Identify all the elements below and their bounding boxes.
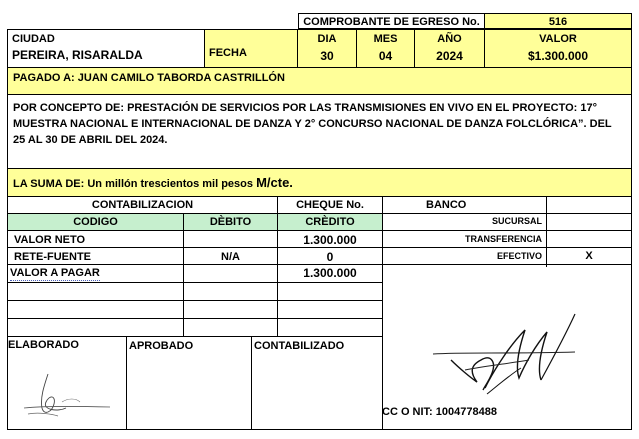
voucher-number: 516 <box>484 13 632 29</box>
concept-text: POR CONCEPTO DE: PRESTACIÓN DE SERVICIOS POR LAS TRANSMISIONES EN VIVO EN EL PROYECTO: 17° MUESTRA NACIONAL E INTERNACIONAL DE DANZA Y 2° CONCURSO NACIONAL DE DANZA FOLCLÓRICA”. DEL 25 AL 30 DE ABRIL DEL 2024. <box>13 102 612 146</box>
sum-currency: M/cte. <box>256 175 293 190</box>
table-row-credit: 1.300.000 <box>303 266 357 280</box>
prepared-label: ELABORADO <box>8 339 79 351</box>
amount-label: VALOR <box>539 33 577 45</box>
debit-header: DÈBITO <box>184 214 277 230</box>
table-row-code: VALOR A PAGAR <box>10 267 100 279</box>
day-value: 30 <box>320 49 334 63</box>
accounting-header: CONTABILIZACION <box>91 199 194 211</box>
year-label: AÑO <box>437 33 462 45</box>
approved-label: APROBADO <box>129 340 194 352</box>
table-row-code: VALOR NETO <box>14 234 86 246</box>
bank-row-value: X <box>585 250 593 262</box>
sum-text <box>8 169 631 190</box>
payee-signature <box>425 308 585 403</box>
table-row-debit: N/A <box>221 251 240 263</box>
table-row-credit: 0 <box>326 250 334 264</box>
date-label: FECHA <box>209 47 247 59</box>
table-row-credit: 1.300.000 <box>303 233 357 247</box>
paid-to-text: PAGADO A: JUAN CAMILO TABORDA CASTRILLÓN <box>13 72 285 84</box>
month-value: 04 <box>378 49 393 63</box>
bank-row-label: EFECTIVO <box>496 251 542 261</box>
sum-row <box>7 169 632 197</box>
signature-drawing <box>425 308 585 403</box>
signature-drawing <box>18 368 116 424</box>
day-label: DIA <box>317 33 337 45</box>
id-label: CC O NIT: 1004778488 <box>382 406 497 418</box>
prepared-signature <box>18 368 116 424</box>
bank-header: BANCO <box>426 199 467 211</box>
city-value: PEREIRA, RISARALDA <box>12 48 143 62</box>
concept-row <box>7 95 632 169</box>
city-label: CIUDAD <box>12 33 55 45</box>
voucher-title: COMPROBANTE DE EGRESO No. <box>298 13 484 29</box>
posted-label: CONTABILIZADO <box>254 340 345 352</box>
table-row-code: RETE-FUENTE <box>14 251 91 263</box>
paid-to-row <box>7 68 632 95</box>
amount-value: $1.300.000 <box>527 49 589 63</box>
bank-row-label: TRANSFERENCIA <box>464 234 542 244</box>
month-label: MES <box>373 33 398 45</box>
bank-row-label: SUCURSAL <box>491 216 542 226</box>
credit-header: CRÈDITO <box>278 214 382 230</box>
check-header: CHEQUE No. <box>296 199 364 211</box>
code-header: CODIGO <box>8 214 183 230</box>
year-value: 2024 <box>436 49 463 63</box>
sum-words: LA SUMA DE: Un millón trescientos mil pesos <box>13 178 257 190</box>
